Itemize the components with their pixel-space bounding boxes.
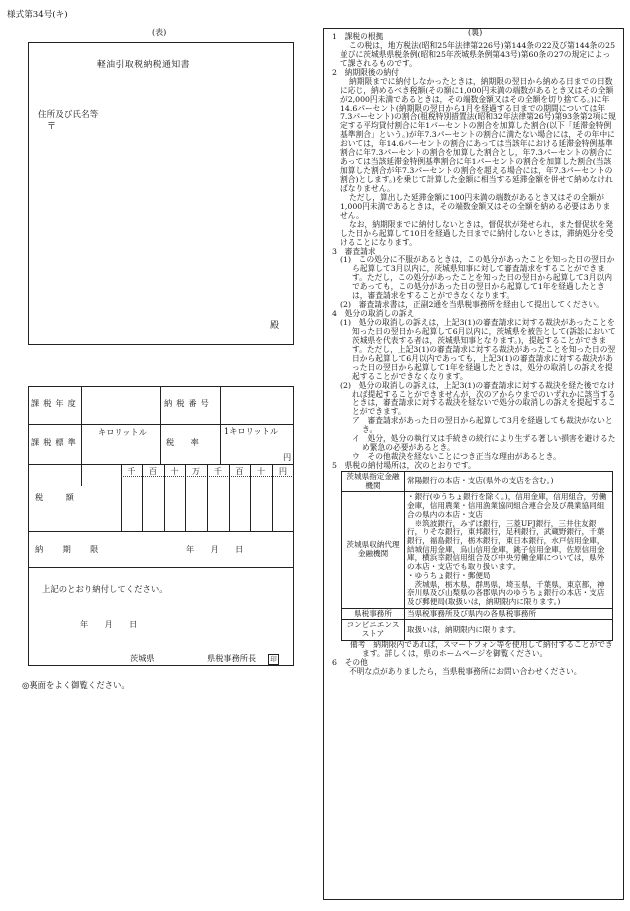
section-body: 不明な点がありましたら，当県税事務所にお問い合わせください。 <box>349 666 582 676</box>
table-value: ・銀行(ゆうちょ銀行を除く。)，信用金庫，信用組合，労働金庫，信用農業・信用漁業協同組合連合会及び農業協同組合の県内の本店・支店 ※筑波銀行，みずほ銀行，三菱UFJ銀行，三井住友銀行，りそな銀行，東邦銀行，足利銀行，武蔵野銀行，千葉銀行，福島銀行，栃木銀行，東日本銀行，水戸信用金庫，結城信用金庫，烏山信用金庫，銚子信用金庫，佐原信用金庫，横浜幸銀信用組合及び中央労働金庫については，県外の本店・支店でも取り扱います。 ・ゆうちょ銀行・郵便局 茨城県，栃木県，群馬県，埼玉県，千葉県，東京都，神奈川県及び山梨県の各郡県内のゆうちょ銀行の本店・支店及び郵便局(取扱いは，納期限内に限ります。) <box>405 492 613 608</box>
digit-label: 十 <box>256 466 266 476</box>
tax-number-label: 納税番号 <box>164 398 213 408</box>
section-subitem: イ 処分，処分の執行又は手続きの続行により生ずる著しい損害を避けるため緊急の必要があるとき。 <box>352 434 616 453</box>
section-item: (1) 処分の取消しの訴えは，上記3(1)の審査請求に対する裁決があったことを知った日の翌日から起算して6月以内に，茨城県を被告として(訴訟において茨城県を代表する者は，茨城県知事となります。)，提起することができます。ただし，上記3(1)の審査請求に対する裁決があったことを知った日の翌日から起算して6月以内であっても，上記3(1)の審査請求に対する裁決があった日の翌日から起算して1年を経過したときは，処分の取消しの訴えを提起することができなくなります。 <box>340 318 616 381</box>
payment-request: 上記のとおり納付してください。 <box>42 584 168 594</box>
issue-date: 年 月 日 <box>80 619 138 629</box>
table-value: 取扱いは，納期限内に限ります。 <box>405 620 613 640</box>
postal-mark: 〒 <box>47 122 57 132</box>
table-row <box>342 492 613 608</box>
section-body: なお，納期限までに納付しないときは，督促状が発せられ，また督促状を発した日から起算して10日を経過した日までに納付しないときは，滞納処分を受けることになります。 <box>340 219 614 247</box>
digit-label: 十 <box>170 466 179 476</box>
kiloliter-unit: キロリットル <box>98 427 147 437</box>
digit-label: 万 <box>191 466 201 476</box>
honorific: 殿 <box>270 321 280 331</box>
seal-stamp: 印 <box>268 654 279 665</box>
table-key: 茨城県指定金融機関 <box>342 471 405 491</box>
section-body: ただし，算出した延滞金額に100円未満の端数があるとき又はその全額が1,000円未満であるときは，その端数金額又はその全額を納める必要はありません。 <box>340 192 611 220</box>
rate-per-kiloliter: 1キロリットル <box>224 426 279 436</box>
table-row <box>342 608 613 620</box>
due-date-label: 納 期 限 <box>35 544 100 554</box>
section-note: 備考 納期限内であれば，スマートフォン等を使用して納付することができます。詳しくは，県のホームページを御覧ください。 <box>350 639 613 658</box>
back-side <box>323 28 624 900</box>
section-body: 納期限までに納付しなかったときは，納期限の翌日から納める日までの日数に応じ，納めるべき税額(その額に1,000円未満の端数があるとき又はその全額が2,000円未満であるときは，その端数金額又はその全額を切り捨てる。)に年14.6パーセント(納期限の翌日から1月を経過する日までの期間については年7.3パーセント)の割合(租税特別措置法(昭和32年法律第26号)第93条第2項に規定する平均貸付割合に年1パーセントの割合を加算した割合(以下「延滞金特例基準割合」という。)が年7.3パーセントの割合に満たない場合には，その年中においては，年14.6パーセントの割合にあっては当該年における延滞金特例基準割合に年7.3パーセントの割合を加算した割合とし，年7.3パーセントの割合にあっては当該延滞金特例基準割合に年1パーセントの割合を加算した割合(当該加算した割合が年7.3パーセントの割合を超える場合には，年7.3パーセントの割合)とします。)を乗じて計算した金額に相当する延滞金額を併せて納めなければなりません。 <box>340 76 616 193</box>
tax-base-label: 課税標準 <box>31 437 80 447</box>
back-side-label: (裏) <box>468 28 483 37</box>
digit-label: 円 <box>278 466 288 476</box>
rate-yen-unit: 円 <box>283 452 292 462</box>
table-key: コンビニエンスストア <box>342 620 405 640</box>
digit-label: 百 <box>148 466 158 476</box>
digit-label: 百 <box>235 466 244 476</box>
section-subitem: ア 審査請求があった日の翌日から起算して3月を経過しても裁決がないとき。 <box>352 416 613 435</box>
table-key: 県税事務所 <box>342 608 405 620</box>
address-box <box>28 42 294 345</box>
section-heading: 4 処分の取消しの訴え <box>332 309 415 319</box>
tax-year-label: 課税年度 <box>31 398 80 408</box>
digit-label: 千 <box>213 466 223 476</box>
section-heading: 3 審査請求 <box>332 246 376 256</box>
section-subitem: ウ その他裁決を経ないことにつき正当な理由があるとき。 <box>352 452 561 462</box>
address-label: 住所及び氏名等 <box>38 110 99 120</box>
due-date-value: 年 月 日 <box>186 544 244 554</box>
form-number: 様式第34号(キ) <box>7 10 68 20</box>
section-item: (2) 審査請求書は，正副2通を当県税事務所を経由して提出してください。 <box>340 300 604 310</box>
section-heading: 2 納期限後の納付 <box>332 67 399 77</box>
table-row <box>342 471 613 491</box>
table-value: 当県税事務所及び県内の各県税事務所 <box>405 608 613 620</box>
issuer-prefecture: 茨城県 <box>130 653 155 663</box>
issuer-office: 県税事務所長 <box>207 653 257 663</box>
notice-title: 軽油引取税納税通知書 <box>97 60 190 70</box>
front-side-label: (表) <box>152 28 167 37</box>
section-item: (1) この処分に不服があるときは，この処分があったことを知った日の翌日から起算して3月以内に，茨城県知事に対して審査請求をすることができます。ただし，この処分があったことを知った日の翌日から起算して3月以内であっても，この処分があった日の翌日から起算して1年を経過したときは，審査請求をすることができなくなります。 <box>340 255 615 301</box>
table-value: 常陽銀行の本店・支店(県外の支店を含む。) <box>405 471 613 491</box>
digit-label: 千 <box>127 466 136 476</box>
section-heading: 6 その他 <box>332 657 368 667</box>
payment-location-table <box>341 471 613 641</box>
back-side-footnote: ◎裏面をよく御覧ください。 <box>22 680 130 690</box>
tax-amount-label: 税 額 <box>35 492 76 502</box>
section-heading: 5 県税の納付場所は，次のとおりです。 <box>332 461 476 470</box>
rate-label: 税 率 <box>166 437 199 447</box>
section-item: (2) 処分の取消しの訴えは，上記3(1)の審査請求に対する裁決を経た後でなければ提起することができませんが，次のアからウまでのいずれかに該当するときは，審査請求に対する裁決を経ないで処分の取消しの訴えを提起することができます。 <box>340 380 616 417</box>
section-heading: 1 課税の根拠 <box>332 32 384 41</box>
table-key: 茨城県収納代理金融機関 <box>342 492 405 608</box>
section-body: この税は，地方税法(昭和25年法律第226号)第144条の22及び第144条の25並びに茨城県県税条例(昭和25年茨城県条例第43号)第60条の27の規定によって課されるものです。 <box>340 40 616 68</box>
table-row <box>342 620 613 640</box>
